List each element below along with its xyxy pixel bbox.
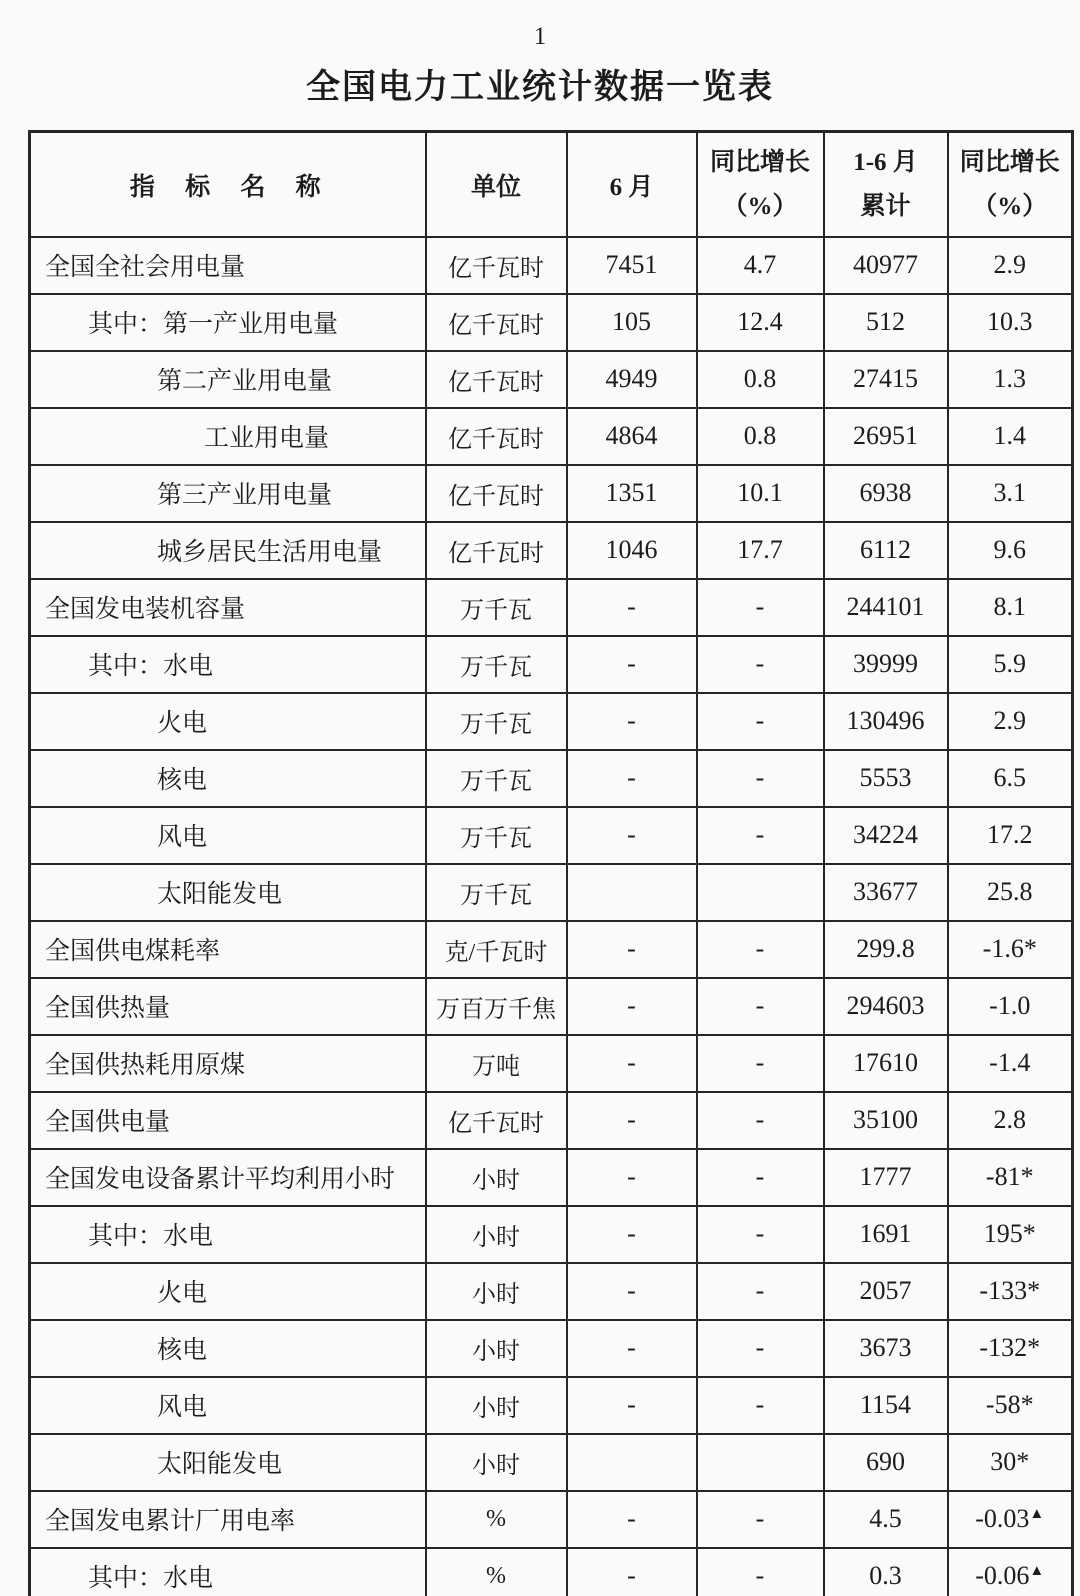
unit-cell: 小时: [426, 1434, 567, 1491]
june-yoy-cell: -: [697, 636, 824, 693]
indicator-name-cell: 工业用电量: [30, 408, 426, 465]
june-value-cell: 105: [567, 294, 697, 351]
june-value-cell: -: [567, 1377, 697, 1434]
cumulative-yoy-value: -0.03: [975, 1504, 1030, 1534]
page-number: 1: [533, 23, 547, 50]
june-value-cell: -: [567, 1548, 697, 1596]
page-title: 全国电力工业统计数据一览表: [306, 68, 774, 106]
cumulative-yoy-cell: [948, 579, 1073, 636]
june-value-cell: -: [567, 1092, 697, 1149]
cumulative-value-cell: 1777: [824, 1149, 948, 1206]
june-value-cell: -: [567, 978, 697, 1035]
cumulative-yoy-cell: [948, 237, 1073, 294]
cumulative-yoy-value: -132*: [979, 1333, 1041, 1363]
june-yoy-cell: -: [697, 1263, 824, 1320]
table-row: [30, 1149, 1073, 1206]
june-yoy-cell: -: [697, 579, 824, 636]
june-yoy-cell: -: [697, 1035, 824, 1092]
table-header: [30, 132, 1073, 237]
june-value-cell: -: [567, 693, 697, 750]
unit-cell: 小时: [426, 1263, 567, 1320]
cumulative-yoy-value: 30*: [990, 1447, 1030, 1477]
indicator-name-cell: 全国全社会用电量: [30, 237, 426, 294]
table-row: [30, 1206, 1073, 1263]
june-yoy-cell: -: [697, 978, 824, 1035]
header-cumulative-yoy-line1: 同比增长: [959, 148, 1060, 176]
unit-cell: 亿千瓦时: [426, 351, 567, 408]
cumulative-yoy-value: 5.9: [993, 649, 1026, 679]
unit-cell: 万千瓦: [426, 693, 567, 750]
unit-cell: 小时: [426, 1377, 567, 1434]
cumulative-yoy-value: 25.8: [987, 877, 1033, 907]
unit-cell: 万千瓦: [426, 750, 567, 807]
indicator-name-cell: 核电: [30, 750, 426, 807]
june-value-cell: -: [567, 636, 697, 693]
table-row: [30, 750, 1073, 807]
triangle-marker: ▲: [1029, 1506, 1045, 1523]
indicator-name-cell: 太阳能发电: [30, 864, 426, 921]
table-body: [30, 237, 1073, 1596]
cumulative-yoy-cell: [948, 351, 1073, 408]
cumulative-yoy-value: 6.5: [993, 763, 1026, 793]
june-yoy-cell: 17.7: [697, 522, 824, 579]
indicator-name-cell: 全国发电累计厂用电率: [30, 1491, 426, 1548]
indicator-name-cell: 火电: [30, 693, 426, 750]
june-value-cell: -: [567, 921, 697, 978]
june-yoy-cell: -: [697, 1491, 824, 1548]
cumulative-yoy-cell: [948, 522, 1073, 579]
cumulative-yoy-cell: [948, 1548, 1073, 1596]
table-row: [30, 408, 1073, 465]
cumulative-yoy-value: 1.3: [993, 364, 1026, 394]
cumulative-value-cell: 35100: [824, 1092, 948, 1149]
header-cumulative-line1: 1-6 月: [853, 148, 918, 176]
cumulative-value-cell: 512: [824, 294, 948, 351]
indicator-name-cell: 全国供热量: [30, 978, 426, 1035]
header-indicator-name: 指 标 名 称: [30, 132, 426, 237]
unit-cell: 万吨: [426, 1035, 567, 1092]
table-row: [30, 465, 1073, 522]
cumulative-value-cell: 40977: [824, 237, 948, 294]
june-value-cell: [567, 1434, 697, 1491]
unit-cell: 小时: [426, 1149, 567, 1206]
june-yoy-cell: 10.1: [697, 465, 824, 522]
table-row: [30, 1092, 1073, 1149]
cumulative-value-cell: 294603: [824, 978, 948, 1035]
cumulative-value-cell: 1154: [824, 1377, 948, 1434]
table-row: [30, 864, 1073, 921]
table-row: [30, 1035, 1073, 1092]
cumulative-value-cell: 17610: [824, 1035, 948, 1092]
unit-cell: 万千瓦: [426, 807, 567, 864]
cumulative-yoy-cell: [948, 807, 1073, 864]
june-yoy-cell: 4.7: [697, 237, 824, 294]
june-yoy-cell: -: [697, 1320, 824, 1377]
indicator-name-cell: 太阳能发电: [30, 1434, 426, 1491]
unit-cell: 亿千瓦时: [426, 408, 567, 465]
cumulative-yoy-value: 17.2: [987, 820, 1033, 850]
header-june: 6 月: [567, 132, 697, 237]
header-june-yoy-line2: （%）: [722, 192, 798, 220]
june-value-cell: [567, 864, 697, 921]
indicator-name-cell: 火电: [30, 1263, 426, 1320]
indicator-name-cell: 第二产业用电量: [30, 351, 426, 408]
indicator-name-cell: 全国供电量: [30, 1092, 426, 1149]
cumulative-yoy-cell: [948, 978, 1073, 1035]
cumulative-yoy-value: 195*: [983, 1219, 1036, 1249]
june-yoy-cell: -: [697, 693, 824, 750]
june-yoy-cell: -: [697, 1149, 824, 1206]
cumulative-yoy-cell: [948, 1491, 1073, 1548]
june-value-cell: 7451: [567, 237, 697, 294]
unit-cell: 亿千瓦时: [426, 237, 567, 294]
cumulative-value-cell: 1691: [824, 1206, 948, 1263]
header-cumulative-yoy: [948, 132, 1073, 237]
indicator-name-cell: 全国供电煤耗率: [30, 921, 426, 978]
june-value-cell: -: [567, 1206, 697, 1263]
cumulative-yoy-value: -1.4: [989, 1048, 1031, 1078]
cumulative-yoy-cell: [948, 750, 1073, 807]
cumulative-value-cell: 26951: [824, 408, 948, 465]
cumulative-yoy-cell: [948, 864, 1073, 921]
unit-cell: 亿千瓦时: [426, 522, 567, 579]
cumulative-yoy-value: 1.4: [993, 421, 1026, 451]
triangle-marker: ▲: [1029, 1563, 1045, 1580]
unit-cell: 亿千瓦时: [426, 1092, 567, 1149]
indicator-name-cell: 其中：第一产业用电量: [30, 294, 426, 351]
cumulative-value-cell: 27415: [824, 351, 948, 408]
indicator-name-cell: 第三产业用电量: [30, 465, 426, 522]
cumulative-value-cell: 5553: [824, 750, 948, 807]
unit-cell: 万千瓦: [426, 864, 567, 921]
cumulative-yoy-value: 3.1: [993, 478, 1026, 508]
indicator-name-cell: 其中：水电: [30, 636, 426, 693]
cumulative-yoy-cell: [948, 1377, 1073, 1434]
june-yoy-cell: -: [697, 807, 824, 864]
table-row: [30, 1320, 1073, 1377]
cumulative-value-cell: 2057: [824, 1263, 948, 1320]
cumulative-value-cell: 6112: [824, 522, 948, 579]
cumulative-value-cell: 6938: [824, 465, 948, 522]
indicator-name-cell: 风电: [30, 1377, 426, 1434]
table-row: [30, 921, 1073, 978]
header-cumulative: [824, 132, 948, 237]
header-unit: 单位: [426, 132, 567, 237]
june-value-cell: 4864: [567, 408, 697, 465]
cumulative-value-cell: 4.5: [824, 1491, 948, 1548]
june-yoy-cell: -: [697, 1377, 824, 1434]
cumulative-yoy-cell: [948, 1092, 1073, 1149]
indicator-name-cell: 全国发电装机容量: [30, 579, 426, 636]
table-row: [30, 1491, 1073, 1548]
cumulative-yoy-value: -81*: [985, 1162, 1034, 1192]
cumulative-yoy-cell: [948, 1434, 1073, 1491]
june-value-cell: -: [567, 1149, 697, 1206]
cumulative-yoy-cell: [948, 921, 1073, 978]
unit-cell: %: [426, 1491, 567, 1548]
table-row: [30, 579, 1073, 636]
cumulative-yoy-cell: [948, 408, 1073, 465]
june-yoy-cell: 0.8: [697, 408, 824, 465]
header-cumulative-line2: 累计: [860, 192, 911, 220]
cumulative-yoy-cell: [948, 693, 1073, 750]
cumulative-yoy-value: 2.8: [993, 1105, 1026, 1135]
cumulative-yoy-value: -58*: [985, 1390, 1034, 1420]
table-row: [30, 522, 1073, 579]
june-value-cell: -: [567, 579, 697, 636]
table-row: [30, 1434, 1073, 1491]
table-row: [30, 978, 1073, 1035]
cumulative-value-cell: 0.3: [824, 1548, 948, 1596]
cumulative-value-cell: 299.8: [824, 921, 948, 978]
june-yoy-cell: 0.8: [697, 351, 824, 408]
header-cumulative-yoy-line2: （%）: [972, 192, 1048, 220]
cumulative-yoy-value: -133*: [979, 1276, 1041, 1306]
june-yoy-cell: -: [697, 750, 824, 807]
unit-cell: 亿千瓦时: [426, 294, 567, 351]
cumulative-value-cell: 34224: [824, 807, 948, 864]
cumulative-yoy-cell: [948, 1149, 1073, 1206]
june-value-cell: -: [567, 1263, 697, 1320]
june-yoy-cell: -: [697, 1548, 824, 1596]
cumulative-yoy-value: 10.3: [987, 307, 1033, 337]
cumulative-yoy-cell: [948, 1263, 1073, 1320]
unit-cell: 万千瓦: [426, 579, 567, 636]
table-row: [30, 237, 1073, 294]
table-header-row: [30, 132, 1073, 237]
june-value-cell: -: [567, 1320, 697, 1377]
header-june-yoy: [697, 132, 824, 237]
header-june-yoy-line1: 同比增长: [709, 148, 810, 176]
cumulative-value-cell: 3673: [824, 1320, 948, 1377]
cumulative-value-cell: 690: [824, 1434, 948, 1491]
cumulative-value-cell: 244101: [824, 579, 948, 636]
unit-cell: 万千瓦: [426, 636, 567, 693]
cumulative-value-cell: 130496: [824, 693, 948, 750]
unit-cell: 亿千瓦时: [426, 465, 567, 522]
cumulative-yoy-cell: [948, 465, 1073, 522]
table-row: [30, 1263, 1073, 1320]
indicator-name-cell: 其中：水电: [30, 1206, 426, 1263]
june-yoy-cell: [697, 1434, 824, 1491]
cumulative-yoy-value: -1.0: [989, 991, 1031, 1021]
june-value-cell: -: [567, 1491, 697, 1548]
indicator-name-cell: 核电: [30, 1320, 426, 1377]
june-yoy-cell: [697, 864, 824, 921]
june-value-cell: -: [567, 750, 697, 807]
june-yoy-cell: 12.4: [697, 294, 824, 351]
cumulative-yoy-value: 8.1: [993, 592, 1026, 622]
table-row: [30, 1548, 1073, 1596]
june-yoy-cell: -: [697, 1092, 824, 1149]
cumulative-yoy-value: 2.9: [993, 706, 1026, 736]
table-row: [30, 1377, 1073, 1434]
cumulative-yoy-value: -1.6*: [982, 934, 1037, 964]
indicator-name-cell: 城乡居民生活用电量: [30, 522, 426, 579]
cumulative-yoy-cell: [948, 294, 1073, 351]
june-value-cell: 4949: [567, 351, 697, 408]
cumulative-yoy-cell: [948, 636, 1073, 693]
june-value-cell: 1351: [567, 465, 697, 522]
table-row: [30, 351, 1073, 408]
indicator-name-cell: 全国发电设备累计平均利用小时: [30, 1149, 426, 1206]
cumulative-yoy-value: 9.6: [993, 535, 1026, 565]
cumulative-yoy-cell: [948, 1206, 1073, 1263]
cumulative-yoy-cell: [948, 1035, 1073, 1092]
june-value-cell: -: [567, 807, 697, 864]
indicator-name-cell: 风电: [30, 807, 426, 864]
cumulative-yoy-value: -0.06: [975, 1561, 1030, 1591]
table-row: [30, 807, 1073, 864]
unit-cell: 小时: [426, 1206, 567, 1263]
cumulative-yoy-value: 2.9: [993, 250, 1026, 280]
june-value-cell: -: [567, 1035, 697, 1092]
june-yoy-cell: -: [697, 1206, 824, 1263]
table-row: [30, 294, 1073, 351]
indicator-name-cell: 其中：水电: [30, 1548, 426, 1596]
june-value-cell: 1046: [567, 522, 697, 579]
unit-cell: 克/千瓦时: [426, 921, 567, 978]
cumulative-yoy-cell: [948, 1320, 1073, 1377]
cumulative-value-cell: 39999: [824, 636, 948, 693]
table-row: [30, 636, 1073, 693]
june-yoy-cell: -: [697, 921, 824, 978]
table-row: [30, 693, 1073, 750]
statistics-table: [28, 130, 1074, 1596]
unit-cell: 万百万千焦: [426, 978, 567, 1035]
unit-cell: %: [426, 1548, 567, 1596]
unit-cell: 小时: [426, 1320, 567, 1377]
cumulative-value-cell: 33677: [824, 864, 948, 921]
indicator-name-cell: 全国供热耗用原煤: [30, 1035, 426, 1092]
